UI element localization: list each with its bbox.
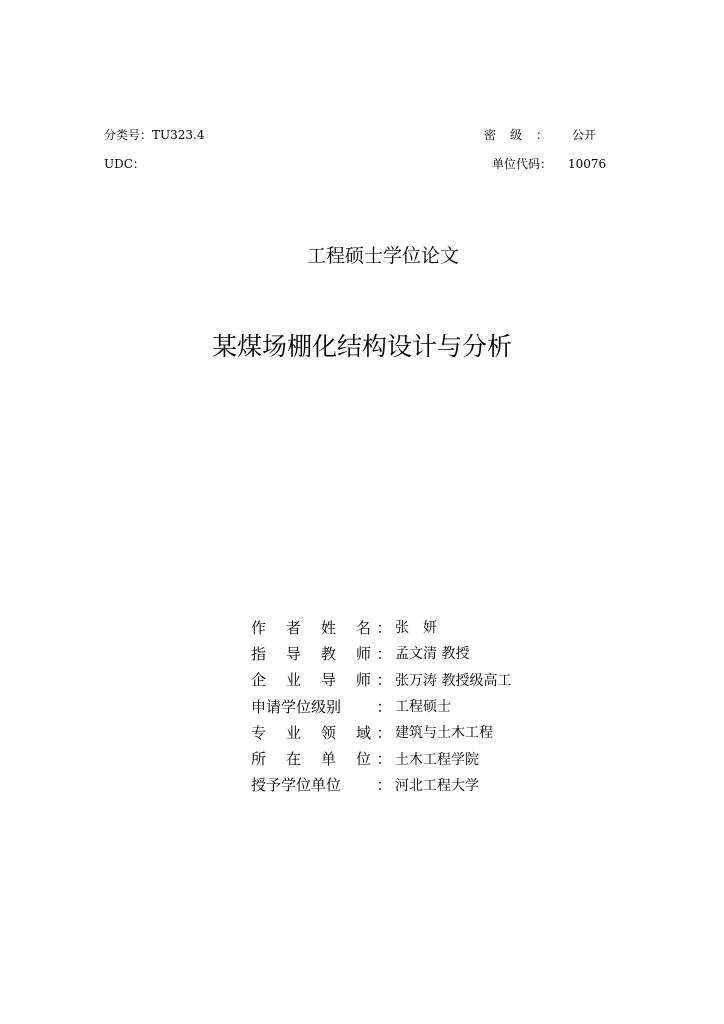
label-char: 位 (355, 750, 371, 769)
info-label (251, 669, 371, 690)
info-colon: ： (376, 750, 392, 769)
label-char: 在 (285, 750, 301, 769)
label-char: 专 (251, 723, 267, 742)
info-label (251, 774, 371, 795)
label-char: 师 (355, 671, 371, 690)
info-label (251, 643, 371, 664)
info-row-major (251, 719, 511, 745)
info-row-granting-institution (251, 772, 511, 798)
author-info-table (251, 614, 511, 798)
label-char: 业 (285, 723, 301, 742)
info-label (251, 696, 371, 717)
label-char: 授予学位单位 (251, 776, 342, 795)
label-char: 名 (355, 618, 371, 637)
label-char: 导 (285, 644, 301, 663)
info-colon: ： (376, 697, 392, 716)
info-value: 工程硕士 (395, 699, 451, 716)
label-char: 申请学位级别 (251, 697, 342, 716)
label-char: 导 (320, 671, 336, 690)
info-value: 孟文清 教授 (395, 646, 470, 663)
info-label (251, 748, 371, 769)
label-char: 指 (251, 644, 267, 663)
info-value: 张 妍 (395, 620, 437, 637)
unit-code (492, 156, 606, 172)
label-char: 企 (251, 671, 267, 690)
label-char: 作 (251, 618, 267, 637)
info-label (251, 617, 371, 638)
label-char: 领 (320, 723, 336, 742)
info-colon: ： (376, 644, 392, 663)
info-value: 土木工程学院 (395, 751, 479, 768)
classification-value: TU323.4 (152, 128, 205, 142)
info-colon: ： (376, 671, 392, 690)
info-colon: ： (376, 723, 392, 742)
thesis-title: 某煤场棚化结构设计与分析 (211, 332, 512, 361)
unit-code-label: 单位代码： (492, 157, 553, 171)
info-row-advisor (251, 640, 511, 666)
info-colon: ： (376, 776, 392, 795)
classification-number (104, 127, 205, 143)
label-char: 者 (285, 618, 301, 637)
secrecy-value: 公开 (572, 128, 597, 142)
label-char: 教 (320, 644, 336, 663)
classification-label: 分类号： (104, 128, 153, 142)
info-value: 河北工程大学 (395, 777, 479, 794)
info-value: 建筑与土木工程 (395, 725, 493, 742)
label-char: 姓 (320, 618, 336, 637)
label-char: 单 (320, 750, 336, 769)
info-row-degree-level (251, 693, 511, 719)
info-colon: ： (376, 618, 392, 637)
info-value: 张万涛 教授级高工 (395, 672, 512, 689)
label-char: 师 (355, 644, 371, 663)
label-char: 域 (355, 723, 371, 742)
info-row-enterprise-advisor (251, 667, 511, 693)
info-row-author (251, 614, 511, 640)
degree-type: 工程硕士学位论文 (306, 245, 459, 267)
label-char: 所 (251, 750, 267, 769)
udc-label: UDC： (104, 157, 145, 171)
unit-code-value: 10076 (568, 157, 607, 171)
info-row-department (251, 745, 511, 771)
secrecy-label: 密级： (484, 128, 563, 142)
udc-field (104, 156, 145, 172)
secrecy-level (484, 127, 596, 143)
info-label (251, 722, 371, 743)
label-char: 业 (285, 671, 301, 690)
